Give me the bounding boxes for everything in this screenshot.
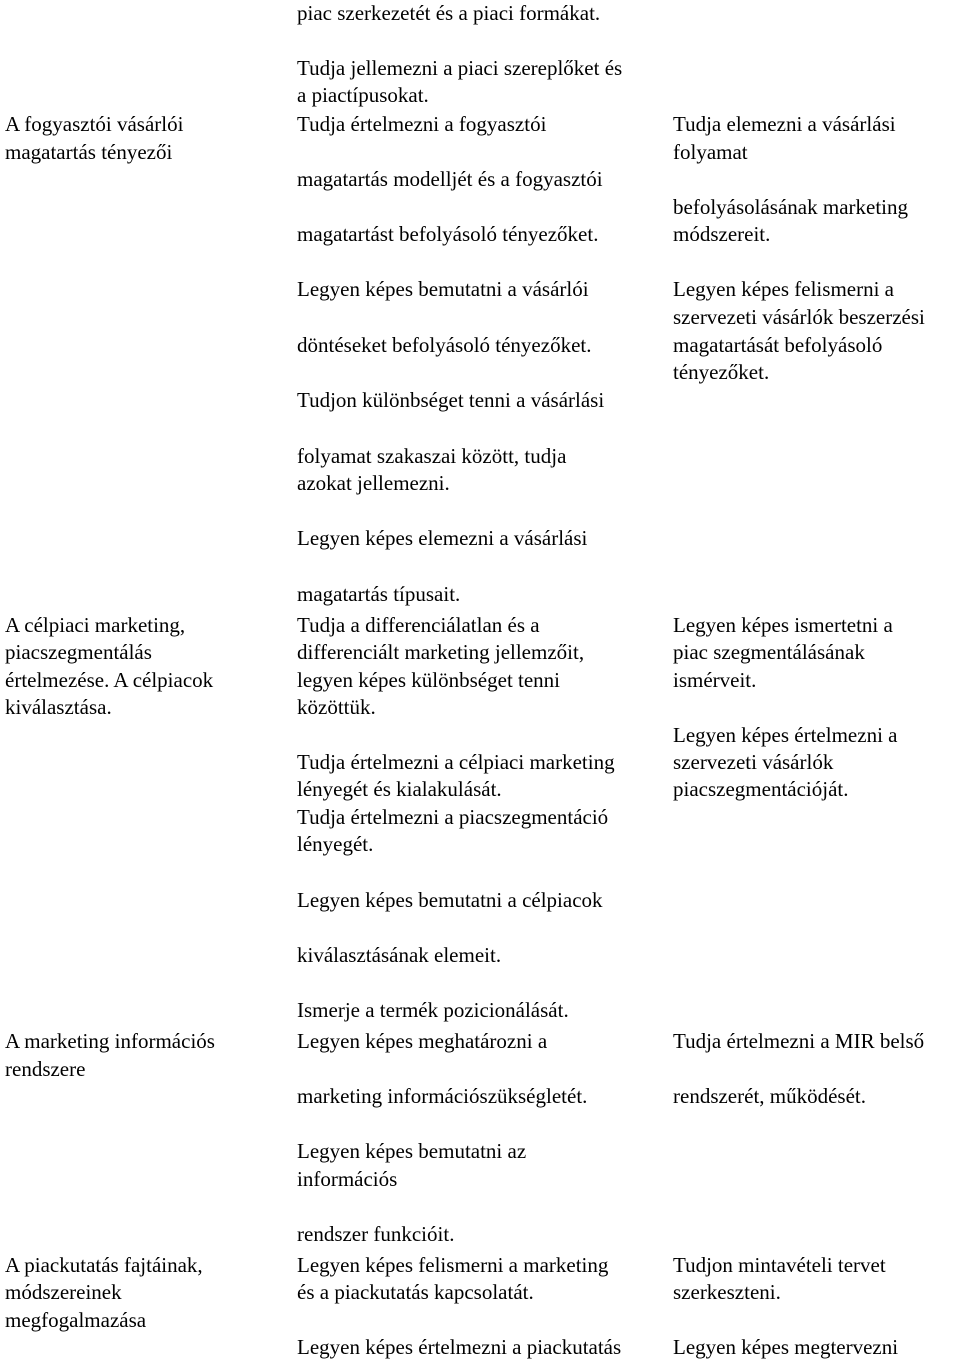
requirement-line: Legyen képes bemutatni a vásárlói <box>297 277 589 301</box>
requirement-line: differenciált marketing jellemzőit, <box>297 640 585 664</box>
requirement-line: Legyen képes elemezni a vásárlási <box>297 526 588 550</box>
requirement-line: Legyen képes felismerni a marketing <box>297 1253 609 1277</box>
requirement-line: Tudja értelmezni a piacszegmentáció <box>297 805 609 829</box>
skill-line: piac szegmentálásának <box>673 640 865 664</box>
requirement-line: magatartást befolyásoló tényezőket. <box>297 222 599 246</box>
requirement-line: marketing információszükségletét. <box>297 1084 588 1108</box>
skill-line: Legyen képes felismerni a <box>673 277 894 301</box>
topic-line: rendszere <box>5 1057 86 1081</box>
requirement-line: Tudjon különbséget tenni a vásárlási <box>297 388 605 412</box>
skill-line: módszereit. <box>673 222 771 246</box>
requirement-line: Tudja a differenciálatlan és a <box>297 613 540 637</box>
skill-line: magatartását befolyásoló <box>673 333 883 357</box>
skill-line: rendszerét, működését. <box>673 1084 867 1108</box>
requirement-line: azokat jellemezni. <box>297 471 450 495</box>
skill-line: Tudja elemezni a vásárlási <box>673 112 896 136</box>
requirement-line: Legyen képes bemutatni az <box>297 1139 527 1163</box>
skill-line: folyamat <box>673 140 748 164</box>
requirement-line: és a piackutatás kapcsolatát. <box>297 1280 534 1304</box>
requirement-line: legyen képes különbséget tenni <box>297 668 561 692</box>
skill-line: tényezőket. <box>673 360 770 384</box>
requirement-line: Tudja jellemezni a piaci szereplőket és <box>297 56 623 80</box>
topic-line: megfogalmazása <box>5 1308 147 1332</box>
topic-line: értelmezése. A célpiacok <box>5 668 214 692</box>
skill-line: befolyásolásának marketing <box>673 195 908 219</box>
requirement-line: Tudja értelmezni a célpiaci marketing <box>297 750 615 774</box>
requirement-line: Legyen képes értelmezni a piackutatás <box>297 1335 622 1359</box>
requirement-line: Tudja értelmezni a fogyasztói <box>297 112 547 136</box>
skill-line: Tudja értelmezni a MIR belső <box>673 1029 925 1053</box>
requirement-line: lényegét. <box>297 832 374 856</box>
requirement-line: kiválasztásának elemeit. <box>297 943 502 967</box>
skill-line: szerkeszteni. <box>673 1280 781 1304</box>
requirement-line: közöttük. <box>297 695 376 719</box>
topic-line: A fogyasztói vásárlói <box>5 112 184 136</box>
skill-line: ismérveit. <box>673 668 757 692</box>
requirement-line: döntéseket befolyásoló tényezőket. <box>297 333 592 357</box>
topic-line: piacszegmentálás <box>5 640 152 664</box>
requirement-line: Legyen képes meghatározni a <box>297 1029 548 1053</box>
requirement-line: piac szerkezetét és a piaci formákat. <box>297 1 601 25</box>
skill-line: Legyen képes megtervezni <box>673 1335 899 1359</box>
skill-line: szervezeti vásárlók <box>673 750 834 774</box>
topic-line: A piackutatás fajtáinak, <box>5 1253 203 1277</box>
requirement-line: lényegét és kialakulását. <box>297 777 502 801</box>
skill-line: Legyen képes ismertetni a <box>673 613 893 637</box>
requirement-line: magatartás modelljét és a fogyasztói <box>297 167 603 191</box>
requirement-line: Ismerje a termék pozicionálását. <box>297 998 569 1022</box>
skill-line: Tudjon mintavételi tervet <box>673 1253 886 1277</box>
requirement-line: információs <box>297 1167 398 1191</box>
topic-line: A célpiaci marketing, <box>5 613 186 637</box>
requirement-line: magatartás típusait. <box>297 582 461 606</box>
requirement-line: folyamat szakaszai között, tudja <box>297 444 567 468</box>
requirement-line: Legyen képes bemutatni a célpiacok <box>297 888 603 912</box>
skill-line: szervezeti vásárlók beszerzési <box>673 305 925 329</box>
topic-line: kiválasztása. <box>5 695 112 719</box>
requirement-line: a piactípusokat. <box>297 83 429 107</box>
requirement-line: rendszer funkcióit. <box>297 1222 455 1246</box>
topic-line: A marketing információs <box>5 1029 215 1053</box>
topic-line: módszereinek <box>5 1280 122 1304</box>
skill-line: Legyen képes értelmezni a <box>673 723 898 747</box>
topic-line: magatartás tényezői <box>5 140 173 164</box>
skill-line: piacszegmentációját. <box>673 777 849 801</box>
